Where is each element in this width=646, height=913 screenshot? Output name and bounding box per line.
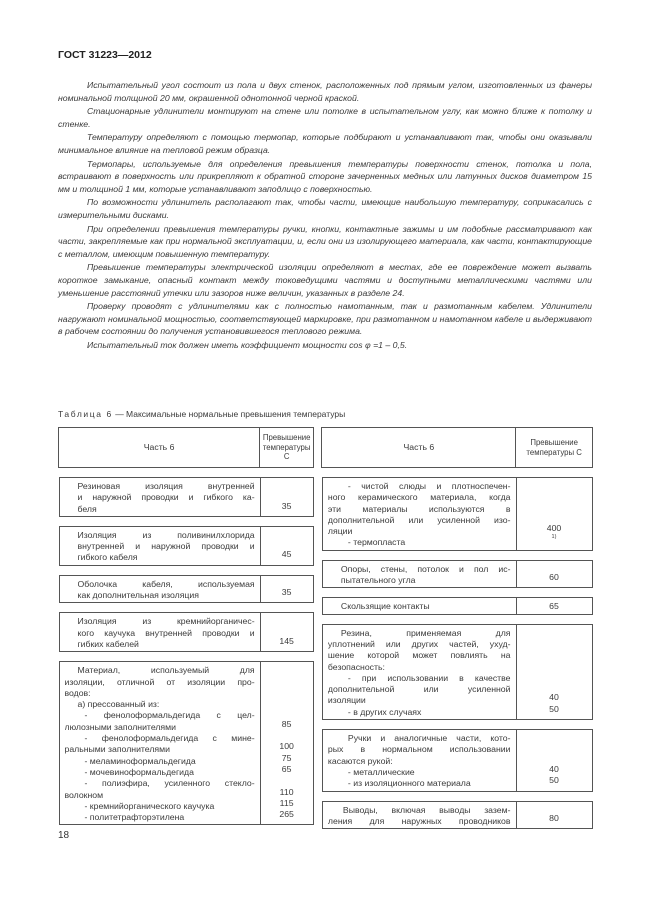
cell-value: 110 <box>279 786 294 797</box>
table-caption-label: Таблица 6 <box>58 409 113 419</box>
header-part-left: Часть 6 <box>59 428 260 468</box>
right-column <box>322 468 593 830</box>
cell-text: Резиновая изоляция внутренней <box>77 481 255 491</box>
cell-text: ляции <box>327 526 353 537</box>
cell-text: дополнительной или усиленной <box>327 684 511 695</box>
cell-text: дополнительной или усиленной изо- <box>327 514 511 525</box>
cell-text: - термопласта <box>347 537 406 548</box>
cell-text: уплотнений или других частей, ухуд- <box>327 638 511 649</box>
header-rise-line2: температуры С <box>262 442 311 462</box>
cell-text: безопасность: <box>327 661 385 672</box>
cell-text: - мочевиноформальдегида <box>84 766 194 777</box>
cell-text: ральными заполнителями <box>64 744 170 755</box>
cell-text: - при использовании в качестве <box>347 672 511 683</box>
paragraph: Испытательный ток должен иметь коэффициент мощности cos φ =1 – 0,5. <box>87 339 408 350</box>
cell-value: 35 <box>281 500 292 511</box>
cell-text: изоляции, отличной от изоляции про- <box>64 676 255 687</box>
paragraph: Проверку проводят с удлинителями как с полностью намотанным, так и размотанным кабелем. Удлинители нагружают номинальной мощностью, соответствующей маркировке, при размотанном и намотанном кабеле и выдерживают в рабочем состоянии до получения установившегося теплового режима. <box>58 301 592 337</box>
cell-text: как дополнительная изоляция <box>77 590 199 601</box>
paragraph: По возможности удлинитель располагают так, чтобы части, имеющие наибольшую температуру, соприкасались с измерительными дисками. <box>58 197 592 220</box>
cell-text: ного керамического материала, когда <box>327 492 511 503</box>
cell-text: Материал, используемый для <box>77 665 255 676</box>
cell-text: - меламиноформальдегида <box>84 755 196 766</box>
paragraph: Термопары, используемые для определения превышения температуры поверхности стенок, потолка и пола, встраивают в поверхность или прикрепляют к обратной стороне зачерненных медных или латунных дисков диаметром 15 мм и толщиной 1 мм, которые устанавливают заподлицо с поверхностью. <box>58 158 592 194</box>
row-rubber-insulation <box>59 477 314 517</box>
cell-value: 45 <box>281 549 292 560</box>
header-rise-line1: Превышение <box>530 438 578 447</box>
cell-text: - фенолоформальдегида с цел- <box>84 710 255 721</box>
cell-text: изоляции <box>327 695 366 706</box>
cell-value: 100 <box>279 741 294 752</box>
cell-value: 60 <box>549 572 559 583</box>
cell-text: водов: <box>64 687 91 698</box>
paragraph: Стационарные удлинители монтируют на стене или потолке в испытательном углу, как можно ближе к потолку и стенке. <box>58 106 592 129</box>
header-rise-right <box>516 428 593 468</box>
row-pvc-insulation <box>59 526 314 566</box>
cell-text: Ручки и аналогичные части, кото- <box>347 733 511 744</box>
row-supports-walls <box>322 560 593 589</box>
cell-text: Опоры, стены, потолок и пол ис- <box>340 563 511 574</box>
table-caption-text: — Максимальные нормальные превышения температуры <box>112 409 346 419</box>
row-insulation-materials <box>59 661 314 825</box>
cell-text: гибкого кабеля <box>77 552 138 563</box>
cell-value: 265 <box>279 809 294 820</box>
cell-text: Скользящие контакты <box>340 601 430 612</box>
cell-value: 145 <box>279 635 294 646</box>
cell-value: 40 <box>549 763 559 774</box>
cell-text: шение которой может повлиять на <box>327 650 511 661</box>
cell-text: Оболочка кабеля, используемая <box>77 578 255 589</box>
cell-text: пытательного угла <box>340 575 416 586</box>
table-caption <box>58 409 345 419</box>
header-rise-line1: Превышение <box>262 433 311 443</box>
cell-text: - в других случаях <box>347 706 422 717</box>
cell-text: Изоляция из кремнийорганичес- <box>77 616 255 627</box>
cell-value: 85 <box>281 718 292 729</box>
cell-text: кого каучука внутренней проводки и <box>77 627 255 638</box>
paragraph: Температуру определяют с помощью термопар, которые подбирают и устанавливают так, чтобы они оказывали минимальное влияние на тепловой режим образца. <box>58 132 592 155</box>
cell-text: Резина, применяемая для <box>340 627 511 638</box>
page-number: 18 <box>58 830 70 841</box>
row-silicone-insulation <box>59 612 314 652</box>
header-rise-line2: температуры С <box>526 447 582 457</box>
cell-text: - кремнийорганического каучука <box>84 800 215 811</box>
header-rise-left <box>260 428 314 468</box>
cell-text: - политетрафторэтилена <box>84 812 185 823</box>
cell-text: беля <box>77 503 97 514</box>
cell-value: 65 <box>549 601 559 612</box>
cell-text: - металлические <box>347 766 415 777</box>
cell-text: Выводы, включая выводы зазем- <box>342 804 511 815</box>
table-body-row <box>59 468 593 830</box>
cell-text: люлозными заполнителями <box>64 721 176 732</box>
cell-value: 75 <box>281 752 292 763</box>
temperature-table <box>58 427 593 829</box>
cell-text: касаются рукой: <box>327 755 393 766</box>
table-gap <box>314 468 322 830</box>
document-header: ГОСТ 31223—2012 <box>58 49 152 61</box>
body-text <box>58 79 592 352</box>
cell-text: волокном <box>64 789 104 800</box>
cell-text: - полиэфира, усиленного стекло- <box>84 778 255 789</box>
cell-value: 50 <box>549 703 559 714</box>
paragraph: Превышение температуры электрической изоляции определяют в местах, где ее повреждение может вызвать короткое замыкание, опасный контакт между токоведущими частями и доступными металлическими частями или уменьшение расстояний утечки или зазоров ниже величин, указанных в разделе 24. <box>58 262 592 298</box>
left-column <box>59 468 314 830</box>
cell-value: 65 <box>281 763 292 774</box>
cell-text: ления для наружных проводников <box>327 815 511 826</box>
cell-value: 35 <box>281 587 292 598</box>
cell-text: гибких кабелей <box>77 638 139 649</box>
cell-value: 115 <box>279 797 294 808</box>
row-sliding-contacts <box>322 597 593 614</box>
cell-value: 40 <box>549 692 559 703</box>
cell-text: а) прессованный из: <box>77 699 160 710</box>
paragraph: Испытательный угол состоит из пола и двух стенок, расположенных под прямым углом, изготовленных из фанеры номинальной толщиной 20 мм, окрашенной однотонной черной краской. <box>58 80 592 103</box>
table-gap <box>314 428 322 468</box>
row-cable-sheath <box>59 575 314 604</box>
cell-value: 400 <box>546 523 562 534</box>
cell-text: внутренней и наружной проводки и <box>77 541 255 552</box>
cell-text: эти материалы используются в <box>327 503 511 514</box>
header-part-right: Часть 6 <box>322 428 516 468</box>
cell-text: рых в нормальном использовании <box>327 744 511 755</box>
cell-value: 50 <box>549 775 559 786</box>
row-mica-ceramic <box>322 477 593 551</box>
cell-text: - чистой слюды и плотноспечен- <box>347 481 511 491</box>
cell-text: - фенолоформальдегида с мине- <box>84 733 255 744</box>
cell-text: и наружной проводки и гибкого ка- <box>77 492 255 503</box>
table-header-row <box>59 428 593 468</box>
row-rubber-seals <box>322 624 593 720</box>
paragraph: При определении превышения температуры ручки, кнопки, контактные зажимы и им подобные рассматривают как части, закрепляемые как при нормальной эксплуатации, и, если они из изолирующего материала, как части, контактирующие с металлом, имеющим повышенную температуру. <box>58 223 592 259</box>
cell-text: - из изоляционного материала <box>347 778 471 789</box>
cell-value: 80 <box>549 812 559 823</box>
row-terminals <box>322 801 593 830</box>
row-handles <box>322 729 593 791</box>
cell-text: Изоляция из поливинилхлорида <box>77 529 255 540</box>
footnote-marker: 1) <box>551 534 557 541</box>
